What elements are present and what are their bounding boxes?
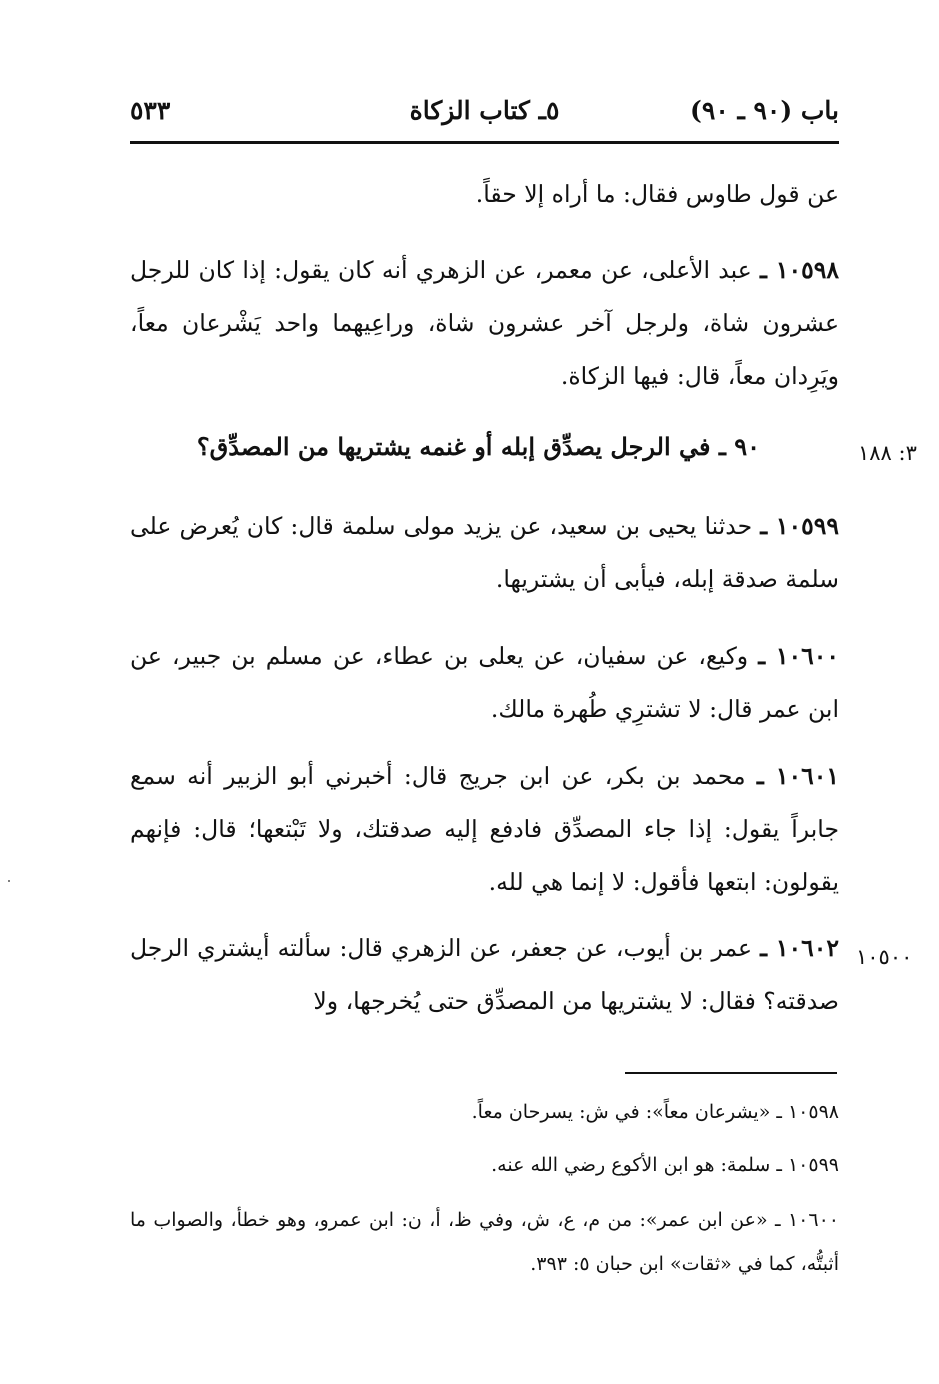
hadith-10601 (130, 750, 839, 909)
header-divider (130, 141, 839, 144)
continuation-text: عن قول طاوس فقال: ما أراه إلا حقاً. (475, 180, 839, 208)
hadith-text: محمد بن بكر، عن ابن جريج قال: أخبرني أبو الزبير أنه سمع جابراً يقول: إذا جاء المصدِّق فادفع إليه صدقتك، ولا تَبْتعها؛ قال: فإنهم يقولون: ابتعها فأقول: لا إنما هي لله. (130, 762, 839, 896)
chapter-heading: ٩٠ ـ في الرجل يصدِّق إبله أو غنمه يشتريها من المصدِّق؟ (196, 432, 760, 461)
page-number: ٥٣٣ (130, 96, 171, 125)
margin-reference: ١٠٥٠٠ (856, 945, 913, 969)
hadith-number: ١٠٦٠٠ ـ (758, 642, 839, 670)
running-header (130, 92, 839, 136)
hadith-number: ١٠٦٠٢ ـ (760, 934, 839, 962)
margin-reference: ٣: ١٨٨ (858, 441, 917, 465)
hadith-10602 (130, 922, 839, 1028)
footnote-divider (625, 1072, 837, 1074)
hadith-text: عبد الأعلى، عن معمر، عن الزهري أنه كان يقول: إذا كان للرجل عشرون شاة، ولرجل آخر عشرون شاة، وراعِيهما واحد يَشْرعان معاً، ويَرِدان معاً، قال: فيها الزكاة. (130, 256, 839, 390)
hadith-10598 (130, 244, 839, 403)
book-title: ٥ـ كتاب الزكاة (409, 96, 560, 125)
scan-speck (8, 880, 10, 882)
hadith-number: ١٠٥٩٩ ـ (760, 512, 839, 540)
hadith-number: ١٠٥٩٨ ـ (760, 256, 839, 284)
hadith-text: وكيع، عن سفيان، عن يعلى بن عطاء، عن مسلم بن جبير، عن ابن عمر قال: لا تشترِي طُهرة مالك. (130, 642, 839, 723)
footnote: ١٠٥٩٨ ـ «يشرعان معاً»: في ش: يسرحان معاً. (471, 1101, 839, 1123)
footnote: ١٠٥٩٩ ـ سلمة: هو ابن الأكوع رضي الله عنه. (491, 1154, 839, 1176)
hadith-10600 (130, 630, 839, 736)
hadith-text: حدثنا يحيى بن سعيد، عن يزيد مولى سلمة قال: كان يُعرض على سلمة صدقة إبله، فيأبى أن يشتريها. (130, 512, 839, 593)
hadith-text: عمر بن أيوب، عن جعفر، عن الزهري قال: سألته أيشتري الرجل صدقته؟ فقال: لا يشتريها من المصدِّق حتى يُخرجها، ولا (130, 934, 839, 1015)
hadith-number: ١٠٦٠١ ـ (756, 762, 839, 790)
hadith-10599 (130, 500, 839, 606)
footnote: ١٠٦٠٠ ـ «عن ابن عمر»: من م، ع، ش، وفي ظ، أ، ن: ابن عمرو، وهو خطأ، والصواب ما أثبتُّه، كما في «ثقات» ابن حبان ٥: ٣٩٣. (130, 1209, 839, 1275)
chapter-reference: باب (٩٠ ـ ٩٠) (690, 96, 839, 125)
